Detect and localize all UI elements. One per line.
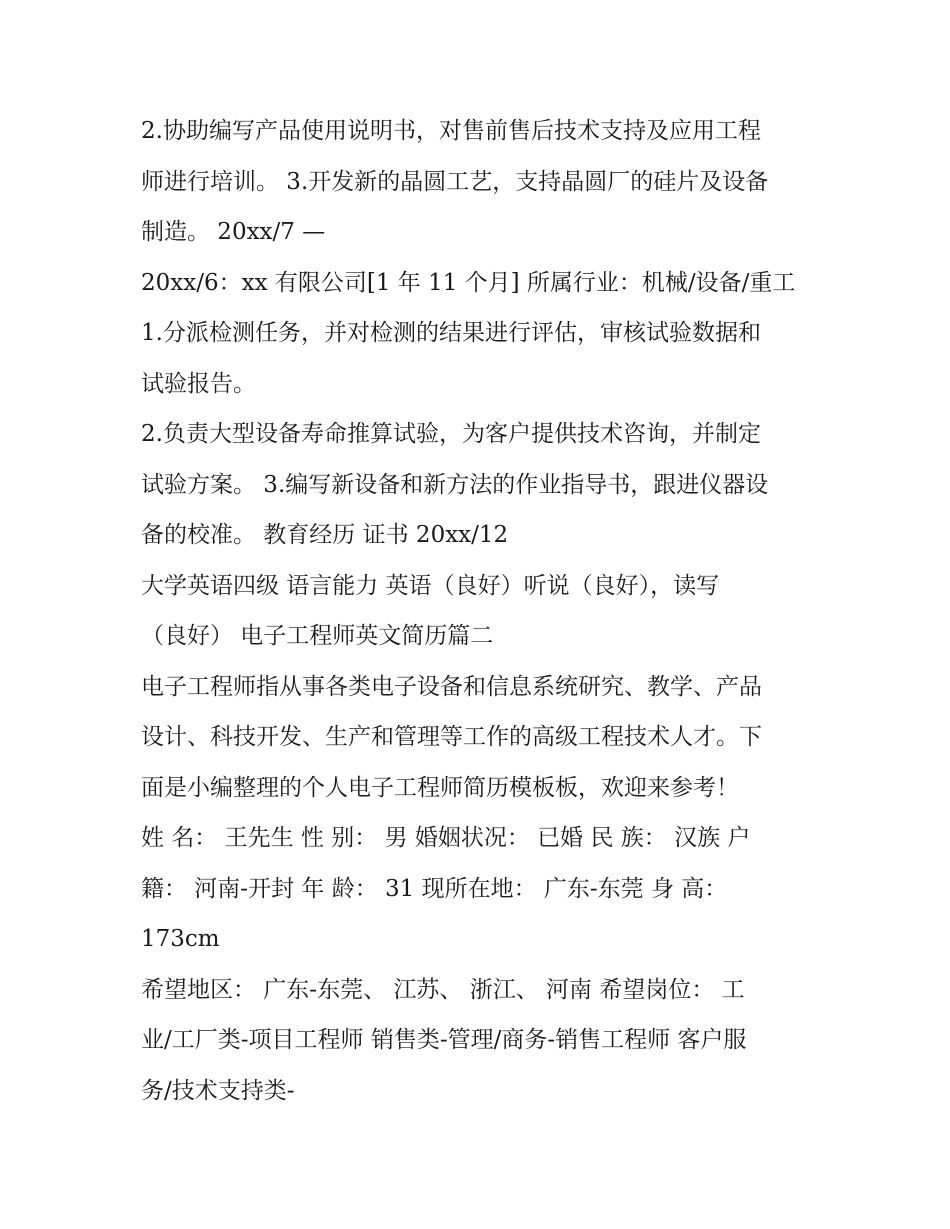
text-line-16: 籍： 河南-开封 年 龄： 31 现所在地： 广东-东莞 身 高： (141, 875, 728, 902)
text-line-12: 电子工程师指从事各类电子设备和信息系统研究、教学、产品 (141, 673, 762, 700)
text-line-17: 173cm (141, 926, 220, 952)
text-line-4: 20xx/6：xx 有限公司[1 年 11 个月] 所属行业：机械/设备/重工 (141, 269, 796, 296)
text-line-5: 1.分派检测任务，并对检测的结果进行评估，审核试验数据和 (141, 320, 761, 346)
text-line-9: 备的校准。 教育经历 证书 20xx/12 (141, 522, 509, 548)
text-line-10: 大学英语四级 语言能力 英语（良好）听说（良好），读写 (141, 572, 720, 599)
text-line-1: 2.协助编写产品使用说明书，对售前售后技术支持及应用工程 (141, 118, 761, 144)
document-body (141, 106, 821, 1116)
text-line-19: 业/工厂类-项目工程师 销售类-管理/商务-销售工程师 客户服 (141, 1027, 747, 1053)
text-line-13: 设计、科技开发、生产和管理等工作的高级工程技术人才。下 (141, 724, 762, 750)
text-line-18: 希望地区： 广东-东莞、 江苏、 浙江、 河南 希望岗位： 工 (141, 976, 745, 1003)
text-line-15: 姓 名： 王先生 性 别： 男 婚姻状况： 已婚 民 族： 汉族 户 (141, 825, 751, 851)
text-line-7: 2.负责大型设备寿命推算试验，为客户提供技术咨询，并制定 (141, 421, 761, 447)
text-line-2: 师进行培训。 3.开发新的晶圆工艺，支持晶圆厂的硅片及设备 (141, 168, 769, 195)
text-line-3: 制造。 20xx/7 — (141, 219, 326, 245)
text-line-8: 试验方案。 3.编写新设备和新方法的作业指导书，跟进仪器设 (141, 471, 769, 498)
text-line-20: 务/技术支持类- (141, 1077, 295, 1104)
text-line-14: 面是小编整理的个人电子工程师简历模板板，欢迎来参考！ (141, 774, 739, 801)
text-line-11: （良好） 电子工程师英文简历篇二 (141, 623, 494, 649)
text-line-6: 试验报告。 (141, 370, 256, 397)
